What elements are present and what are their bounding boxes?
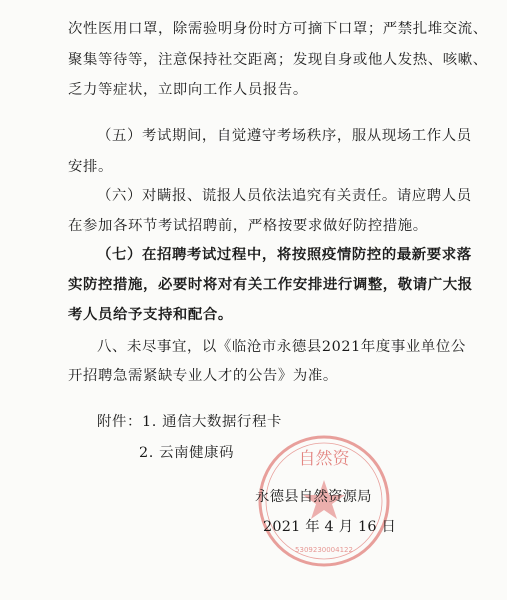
paragraph-line: 八、未尽事宜，以《临沧市永德县2021年度事业单位公	[97, 339, 466, 355]
seal-code: 5309230004122	[295, 546, 353, 554]
paragraph-line-bold: 考人员给予支持和配合。	[68, 306, 233, 323]
paragraph-line: 乏力等症状，立即向工作人员报告。	[68, 82, 308, 98]
paragraph-line: 在参加各环节考试招聘前，严格按要求做好防控措施。	[68, 218, 428, 234]
paragraph-line-bold: （七）在招聘考试过程中，将按照疫情防控的最新要求落	[97, 246, 472, 263]
signature-date: 2021 年 4 月 16 日	[263, 519, 397, 535]
paragraph-line: （六）对瞒报、谎报人员依法追究有关责任。请应聘人员	[97, 188, 472, 204]
paragraph-line-bold: 实防控措施，必要时将对有关工作安排进行调整，敬请广大报	[68, 276, 473, 293]
paragraph-line: 次性医用口罩，除需验明身份时方可摘下口罩；严禁扎堆交流、	[68, 21, 488, 37]
seal-text: 自然资	[298, 449, 350, 469]
paragraph-line: （五）考试期间，自觉遵守考场秩序，服从现场工作人员	[97, 128, 472, 144]
paragraph-line: 聚集等待等，注意保持社交距离；发现自身或他人发热、咳嗽、	[68, 52, 488, 68]
attachment-item: 2. 云南健康码	[139, 445, 235, 461]
attachment-item: 附件：1. 通信大数据行程卡	[97, 414, 283, 430]
paragraph-line: 开招聘急需紧缺专业人才的公告》为准。	[68, 368, 338, 384]
paragraph-line: 安排。	[68, 159, 113, 175]
signature-org: 永德县自然资源局	[255, 489, 372, 505]
